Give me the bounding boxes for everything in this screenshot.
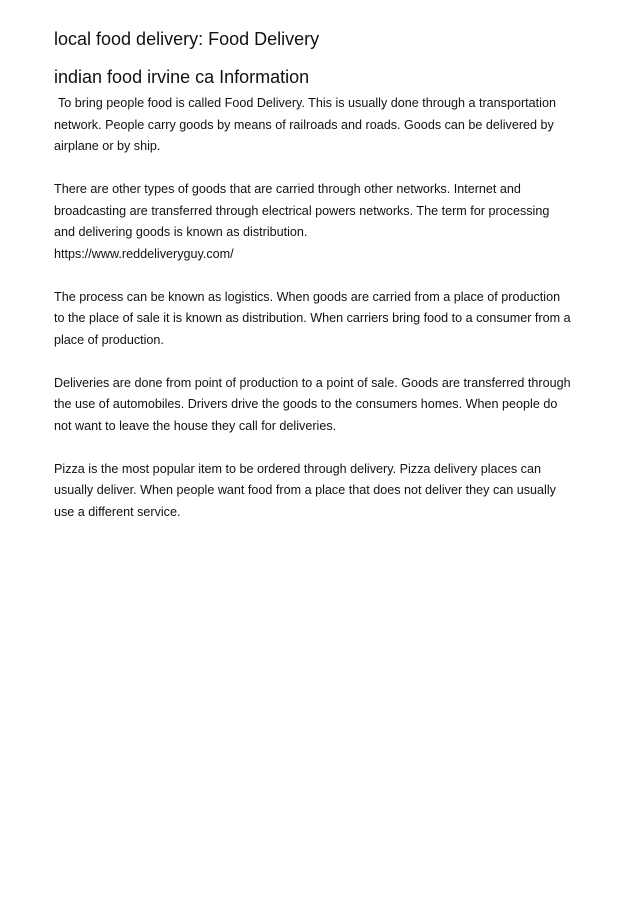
- section-heading: indian food irvine ca Information: [54, 67, 310, 87]
- text-line: place of production.: [54, 332, 164, 347]
- text-line: Deliveries are done from point of production to a point of sale. Goods are transferred through: [54, 375, 571, 390]
- text-line: Pizza is the most popular item to be ordered through delivery. Pizza delivery places can: [54, 461, 541, 476]
- text-line: There are other types of goods that are carried through other networks. Internet and: [54, 182, 521, 196]
- paragraph-3: [54, 287, 594, 352]
- page-title: local food delivery: Food Delivery: [54, 29, 320, 49]
- text-line: broadcasting are transferred through electrical powers networks. The term for processing: [54, 203, 550, 218]
- paragraph-4: [54, 373, 594, 438]
- paragraph-5: [54, 459, 594, 524]
- text-line: not want to leave the house they call for deliveries.: [54, 418, 337, 433]
- text-line: The process can be known as logistics. When goods are carried from a place of production: [54, 289, 561, 304]
- paragraph-2: [54, 179, 594, 265]
- text-line: and delivering goods is known as distribution.: [54, 225, 308, 239]
- text-line: airplane or by ship.: [54, 139, 161, 153]
- text-line: usually deliver. When people want food from a place that does not deliver they can usually: [54, 483, 556, 497]
- article-body: [54, 93, 594, 545]
- text-line: the use of automobiles. Drivers drive the goods to the consumers homes. When people do: [54, 397, 558, 411]
- text-line: use a different service.: [54, 504, 181, 519]
- text-line: to the place of sale it is known as distribution. When carriers bring food to a consumer from a: [54, 311, 571, 325]
- reference-url: https://www.reddeliveryguy.com/: [54, 246, 234, 261]
- paragraph-1: [54, 93, 594, 158]
- text-line: network. People carry goods by means of railroads and roads. Goods can be delivered by: [54, 117, 554, 132]
- text-line: To bring people food is called Food Delivery. This is usually done through a transportation: [58, 96, 556, 110]
